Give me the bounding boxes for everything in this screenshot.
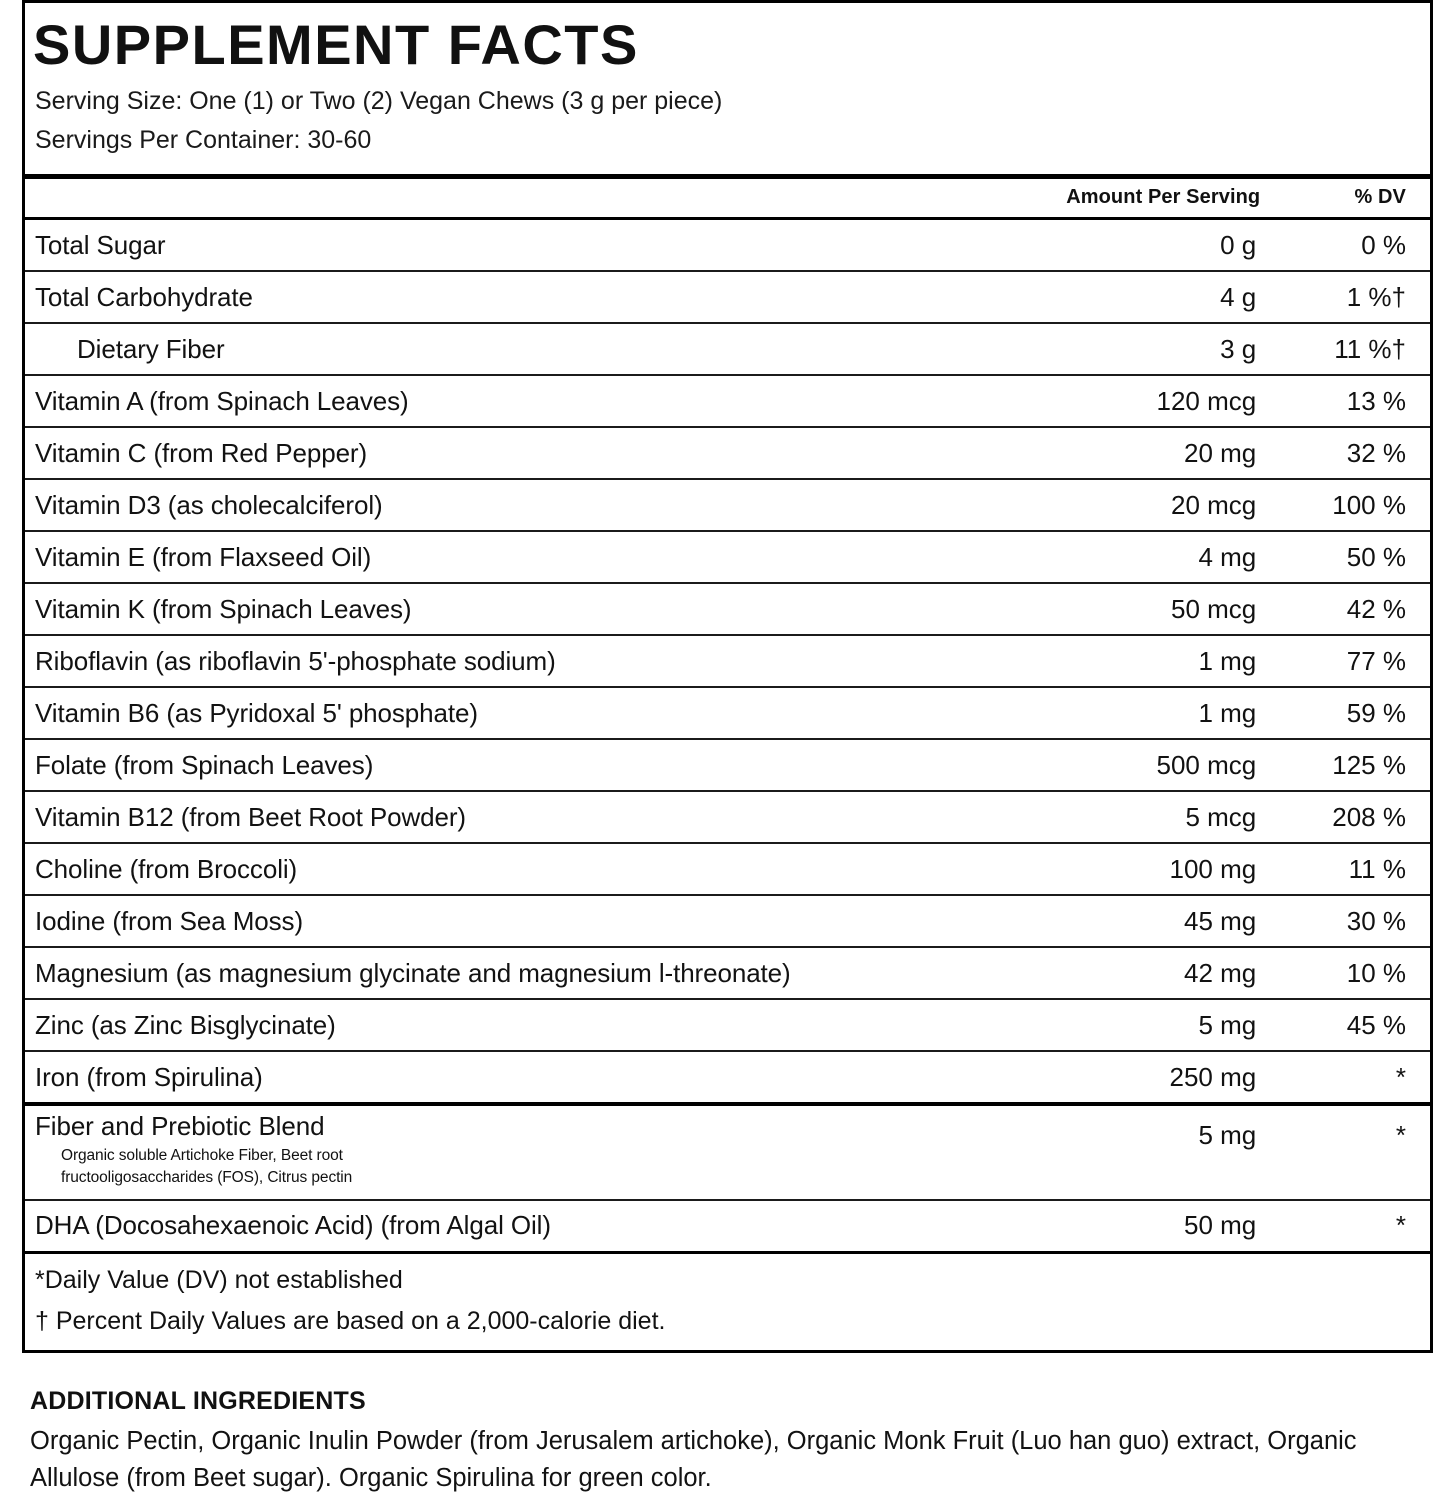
blend-title: Fiber and Prebiotic Blend <box>35 1111 325 1141</box>
footnote-asterisk: *Daily Value (DV) not established <box>25 1252 1430 1298</box>
nutrient-percent-dv: 11 %† <box>1278 323 1430 375</box>
nutrient-name: Vitamin B6 (as Pyridoxal 5' phosphate) <box>25 687 1053 739</box>
table-row <box>25 687 1430 739</box>
nutrient-amount: 4 g <box>1053 271 1278 323</box>
nutrient-name: Riboflavin (as riboflavin 5'-phosphate sodium) <box>25 635 1053 687</box>
nutrient-amount: 4 mg <box>1053 531 1278 583</box>
nutrient-name: Iron (from Spirulina) <box>25 1051 1053 1104</box>
serving-info <box>25 83 1430 160</box>
servings-per-container-text: Servings Per Container: 30-60 <box>35 125 372 154</box>
column-header-amount-per-serving: Amount Per Serving <box>1053 177 1278 219</box>
table-row <box>25 999 1430 1051</box>
table-row <box>25 427 1430 479</box>
nutrient-percent-dv: 77 % <box>1278 635 1430 687</box>
nutrient-percent-dv: 50 % <box>1278 531 1430 583</box>
nutrient-percent-dv: 32 % <box>1278 427 1430 479</box>
nutrient-percent-dv: 42 % <box>1278 583 1430 635</box>
nutrition-table <box>25 174 1430 1350</box>
nutrient-percent-dv: 100 % <box>1278 479 1430 531</box>
table-row <box>25 635 1430 687</box>
table-row <box>25 219 1430 272</box>
nutrient-name: Total Carbohydrate <box>25 271 1053 323</box>
table-row <box>25 375 1430 427</box>
nutrient-amount: 42 mg <box>1053 947 1278 999</box>
footnote-row <box>25 1252 1430 1298</box>
serving-size-text: Serving Size: One (1) or Two (2) Vegan Chews (3 g per piece) <box>35 87 723 115</box>
nutrient-percent-dv: 45 % <box>1278 999 1430 1051</box>
page-title: SUPPLEMENT FACTS <box>33 13 639 76</box>
nutrient-name: Dietary Fiber <box>25 323 1053 375</box>
nutrient-percent-dv: * <box>1278 1200 1430 1253</box>
nutrient-amount: 120 mcg <box>1053 375 1278 427</box>
nutrient-percent-dv: 0 % <box>1278 219 1430 272</box>
nutrient-percent-dv: 208 % <box>1278 791 1430 843</box>
blend-name-cell <box>25 1104 1053 1200</box>
header-spacer <box>25 160 1430 174</box>
nutrient-amount: 1 mg <box>1053 687 1278 739</box>
additional-ingredients-body: Organic Pectin, Organic Inulin Powder (from Jerusalem artichoke), Organic Monk Fruit (Luo han guo) extract, Organic Allulose (from Beet sugar). Organic Spirulina for green color. <box>30 1426 1357 1492</box>
nutrient-name: Vitamin B12 (from Beet Root Powder) <box>25 791 1053 843</box>
nutrient-name: Iodine (from Sea Moss) <box>25 895 1053 947</box>
nutrient-amount: 5 mcg <box>1053 791 1278 843</box>
nutrient-percent-dv: 30 % <box>1278 895 1430 947</box>
table-row <box>25 479 1430 531</box>
nutrient-name: Zinc (as Zinc Bisglycinate) <box>25 999 1053 1051</box>
nutrient-amount: 3 g <box>1053 323 1278 375</box>
nutrient-name: Vitamin E (from Flaxseed Oil) <box>25 531 1053 583</box>
blend-subtext-line-2: fructooligosaccharides (FOS), Citrus pectin <box>61 1168 353 1186</box>
nutrient-amount: 50 mcg <box>1053 583 1278 635</box>
nutrient-percent-dv: 59 % <box>1278 687 1430 739</box>
table-row <box>25 895 1430 947</box>
nutrient-percent-dv: * <box>1278 1051 1430 1104</box>
additional-ingredients-section <box>22 1387 1433 1497</box>
blend-row <box>25 1104 1430 1200</box>
nutrient-name: Vitamin C (from Red Pepper) <box>25 427 1053 479</box>
nutrient-amount: 45 mg <box>1053 895 1278 947</box>
footnote-dagger: † Percent Daily Values are based on a 2,000-calorie diet. <box>35 1306 666 1335</box>
nutrient-percent-dv: 10 % <box>1278 947 1430 999</box>
nutrient-amount: 20 mcg <box>1053 479 1278 531</box>
table-row <box>25 271 1430 323</box>
nutrient-amount: 500 mcg <box>1053 739 1278 791</box>
nutrient-percent-dv: 125 % <box>1278 739 1430 791</box>
nutrient-percent-dv: 11 % <box>1278 843 1430 895</box>
nutrient-name: Vitamin D3 (as cholecalciferol) <box>25 479 1053 531</box>
column-header-nutrient <box>25 177 1053 219</box>
additional-ingredients-heading: ADDITIONAL INGREDIENTS <box>30 1386 366 1415</box>
table-row <box>25 323 1430 375</box>
table-row <box>25 739 1430 791</box>
nutrient-name: Total Sugar <box>25 219 1053 272</box>
nutrient-name: Vitamin K (from Spinach Leaves) <box>25 583 1053 635</box>
nutrient-amount: 5 mg <box>1053 999 1278 1051</box>
nutrient-name: Vitamin A (from Spinach Leaves) <box>25 375 1053 427</box>
column-header-percent-dv: % DV <box>1278 177 1430 219</box>
nutrient-amount: 20 mg <box>1053 427 1278 479</box>
nutrient-amount: 100 mg <box>1053 843 1278 895</box>
nutrient-name: DHA (Docosahexaenoic Acid) (from Algal Oil) <box>25 1200 1053 1253</box>
nutrient-name: Magnesium (as magnesium glycinate and magnesium l-threonate) <box>25 947 1053 999</box>
table-header-row <box>25 177 1430 219</box>
nutrient-percent-dv: 1 %† <box>1278 271 1430 323</box>
blend-percent-dv: * <box>1278 1104 1430 1200</box>
table-row <box>25 1051 1430 1104</box>
supplement-facts-panel <box>22 0 1433 1353</box>
table-row <box>25 1200 1430 1253</box>
table-row <box>25 583 1430 635</box>
nutrient-name: Choline (from Broccoli) <box>25 843 1053 895</box>
blend-subtext-line-1: Organic soluble Artichoke Fiber, Beet root <box>61 1146 343 1164</box>
nutrient-percent-dv: 13 % <box>1278 375 1430 427</box>
table-row <box>25 843 1430 895</box>
nutrient-name: Folate (from Spinach Leaves) <box>25 739 1053 791</box>
nutrient-amount: 1 mg <box>1053 635 1278 687</box>
footnote-row <box>25 1298 1430 1350</box>
blend-amount: 5 mg <box>1053 1104 1278 1200</box>
table-row <box>25 531 1430 583</box>
nutrient-amount: 50 mg <box>1053 1200 1278 1253</box>
nutrient-amount: 0 g <box>1053 219 1278 272</box>
nutrient-amount: 250 mg <box>1053 1051 1278 1104</box>
nutrition-table-body <box>25 219 1430 1350</box>
table-row <box>25 947 1430 999</box>
table-row <box>25 791 1430 843</box>
